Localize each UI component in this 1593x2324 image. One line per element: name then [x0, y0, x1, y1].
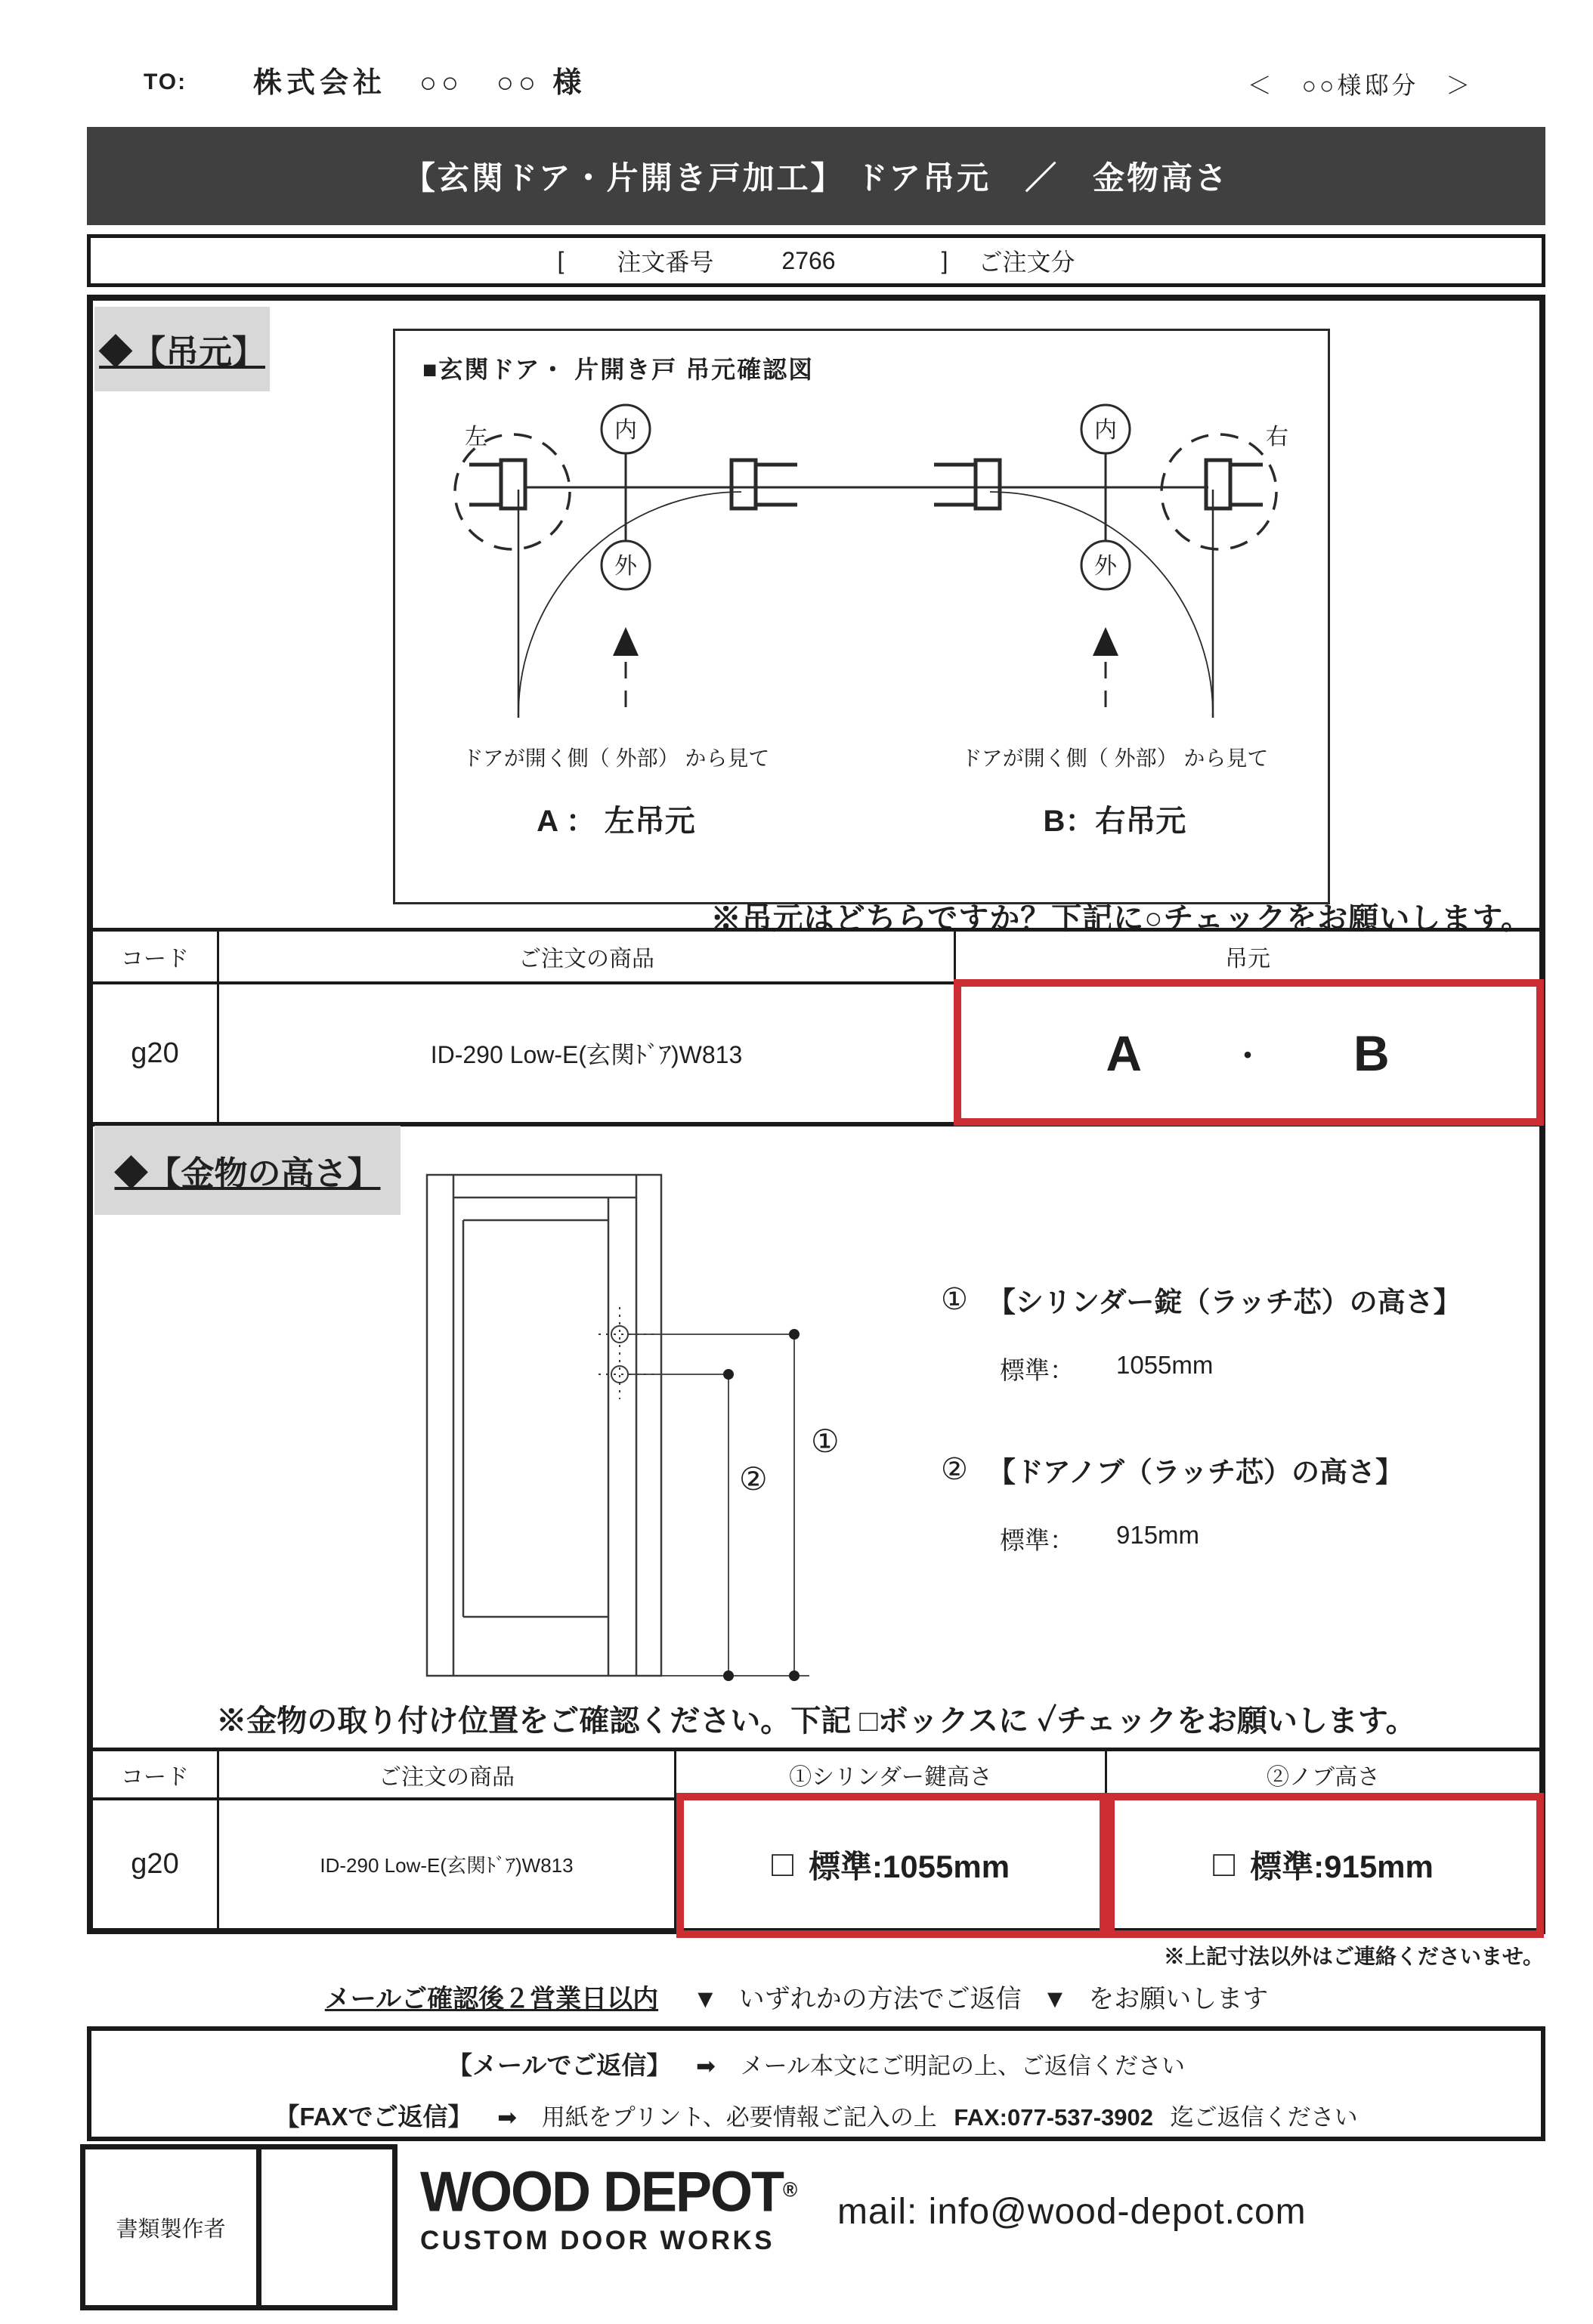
page-title: 【玄関ドア・片開き戸加工】 ドア吊元 ／ 金物高さ [403, 160, 1230, 196]
left-inside-label: 内 [614, 418, 637, 443]
document-author-box [80, 2144, 261, 2310]
hinge-row-code: g20 [93, 984, 219, 1122]
knob-height-title: ② 【ドアノブ（ラッチ芯）の高さ】 [941, 1453, 1404, 1488]
cylinder-height-title: ① 【シリンダー錠（ラッチ芯）の高さ】 [941, 1283, 1462, 1318]
order-suffix: ご注文分 [978, 249, 1075, 276]
right-answer: B：右吊元 [1043, 805, 1186, 838]
hardware-section-heading: ◆【金物の高さ】 [94, 1126, 401, 1215]
dim1-mark: ① [811, 1423, 840, 1459]
right-arrow-icon: ➡ [695, 2053, 716, 2079]
knob-option-highlight [1107, 1793, 1544, 1938]
down-triangle-icon: ▼ [1042, 1985, 1068, 2013]
dim2-mark: ② [739, 1461, 768, 1497]
cylinder-option-highlight [676, 1793, 1107, 1938]
reply-deadline-line [0, 1978, 1593, 2015]
cylinder-checkbox[interactable]: □ [771, 1844, 793, 1884]
hinge-choice-b[interactable]: B [1353, 1025, 1390, 1081]
cylinder-height-value: 標準： 1055mm [1000, 1351, 1214, 1384]
hinge-confirmation-diagram [393, 329, 1330, 904]
mail-reply-text: メール本文にご明記の上、ご返信ください [740, 2053, 1185, 2079]
fax-reply-text: 用紙をプリント、必要情報ご記入の上 [541, 2104, 937, 2131]
down-triangle-icon: ▼ [692, 1985, 719, 2013]
diagram-title: ■玄関ドア・ 片開き戸 吊元確認図 [422, 356, 815, 383]
right-arrow-icon: ➡ [497, 2104, 518, 2131]
right-outside-label: 外 [1094, 554, 1117, 579]
knob-standard-option[interactable]: □ 標準:915mm [1213, 1844, 1434, 1884]
hw-row-code: g20 [93, 1800, 219, 1928]
reply-middle: いずれかの方法でご返信 [738, 1985, 1022, 2013]
recipient-name: 株式会社 ○○ ○○ 様 [253, 67, 586, 99]
order-number-value: 2766 [781, 246, 836, 274]
site-note: ＜ ○○様邸分 ＞ [1247, 72, 1474, 99]
reply-deadline: メールご確認後２営業日以内 [324, 1985, 659, 2013]
document-author-label: 書類製作者 [116, 2217, 226, 2242]
size-note: ※上記寸法以外はご連絡くださいませ。 [1163, 1945, 1544, 1968]
hinge-choice-highlight [954, 979, 1544, 1126]
knob-checkbox[interactable]: □ [1213, 1844, 1236, 1884]
left-side-label: 左 [465, 425, 487, 450]
hinge-check-note: ※吊元はどちらですか？下記に○チェックをお願いします。 [710, 902, 1532, 935]
left-outside-label: 外 [614, 554, 637, 579]
hw-col-cylinder: ①シリンダー鍵高さ [676, 1751, 1107, 1800]
order-number-box [87, 234, 1545, 287]
reply-methods-box [87, 2026, 1545, 2141]
hardware-check-note: ※金物の取り付け位置をご確認ください。下記 □ボックスに ✓チェックをお願いします。 [216, 1704, 1416, 1738]
hinge-row-product: ID-290 Low-E(玄関ﾄﾞｱ)W813 [219, 984, 956, 1122]
fax-reply-label: 【FAXでご返信】 [274, 2103, 473, 2131]
fax-number: FAX:077-537-3902 [954, 2104, 1154, 2131]
right-caption: ドアが開く側（ 外部） から見て [960, 746, 1269, 770]
hinge-col-code: コード [93, 932, 219, 984]
left-caption: ドアが開く側（ 外部） から見て [462, 746, 770, 770]
fax-reply-row [91, 2097, 1541, 2133]
fax-reply-tail: 迄ご返信ください [1170, 2104, 1358, 2131]
left-answer: A ： 左吊元 [537, 805, 695, 838]
logo-wordmark: WOOD DEPOT® [420, 2160, 798, 2224]
door-elevation-diagram [423, 1164, 846, 1692]
right-inside-label: 内 [1094, 418, 1117, 443]
title-banner [87, 127, 1545, 225]
main-form-area [87, 295, 1545, 1934]
door-swing-diagram [395, 331, 1328, 902]
order-number-label: 注文番号 [617, 249, 714, 276]
hinge-section-heading: ◆【吊元】 [94, 307, 270, 391]
hw-col-code: コード [93, 1751, 219, 1800]
to-label: TO: [144, 70, 187, 94]
order-bracket-open: [ [557, 246, 565, 274]
item2-number: ② [941, 1453, 968, 1486]
hw-row-product: ID-290 Low-E(玄関ﾄﾞｱ)W813 [219, 1800, 676, 1928]
company-logo [420, 2159, 813, 2256]
hw-col-knob: ②ノブ高さ [1107, 1751, 1539, 1800]
order-bracket-close: ] [941, 246, 948, 274]
hinge-choice-a[interactable]: A [1106, 1025, 1142, 1081]
hw-col-product: ご注文の商品 [219, 1751, 676, 1800]
hinge-choice-separator: ・ [1233, 1039, 1263, 1073]
author-stamp-box [261, 2144, 397, 2310]
reply-tail: をお願いします [1088, 1985, 1269, 2013]
logo-tagline: CUSTOM DOOR WORKS [420, 2226, 775, 2255]
registered-mark-icon: ® [783, 2177, 798, 2202]
contact-email[interactable]: mail: info@wood-depot.com [837, 2192, 1307, 2232]
mail-reply-row [91, 2046, 1541, 2081]
hinge-col-product: ご注文の商品 [219, 932, 956, 984]
knob-height-value: 標準： 915mm [1000, 1521, 1200, 1554]
hinge-col-hinge: 吊元 [956, 932, 1539, 984]
cylinder-standard-option[interactable]: □ 標準:1055mm [676, 1800, 1107, 1928]
mail-reply-label: 【メールでご返信】 [447, 2051, 672, 2079]
item1-number: ① [941, 1283, 968, 1316]
right-side-label: 右 [1266, 425, 1288, 450]
